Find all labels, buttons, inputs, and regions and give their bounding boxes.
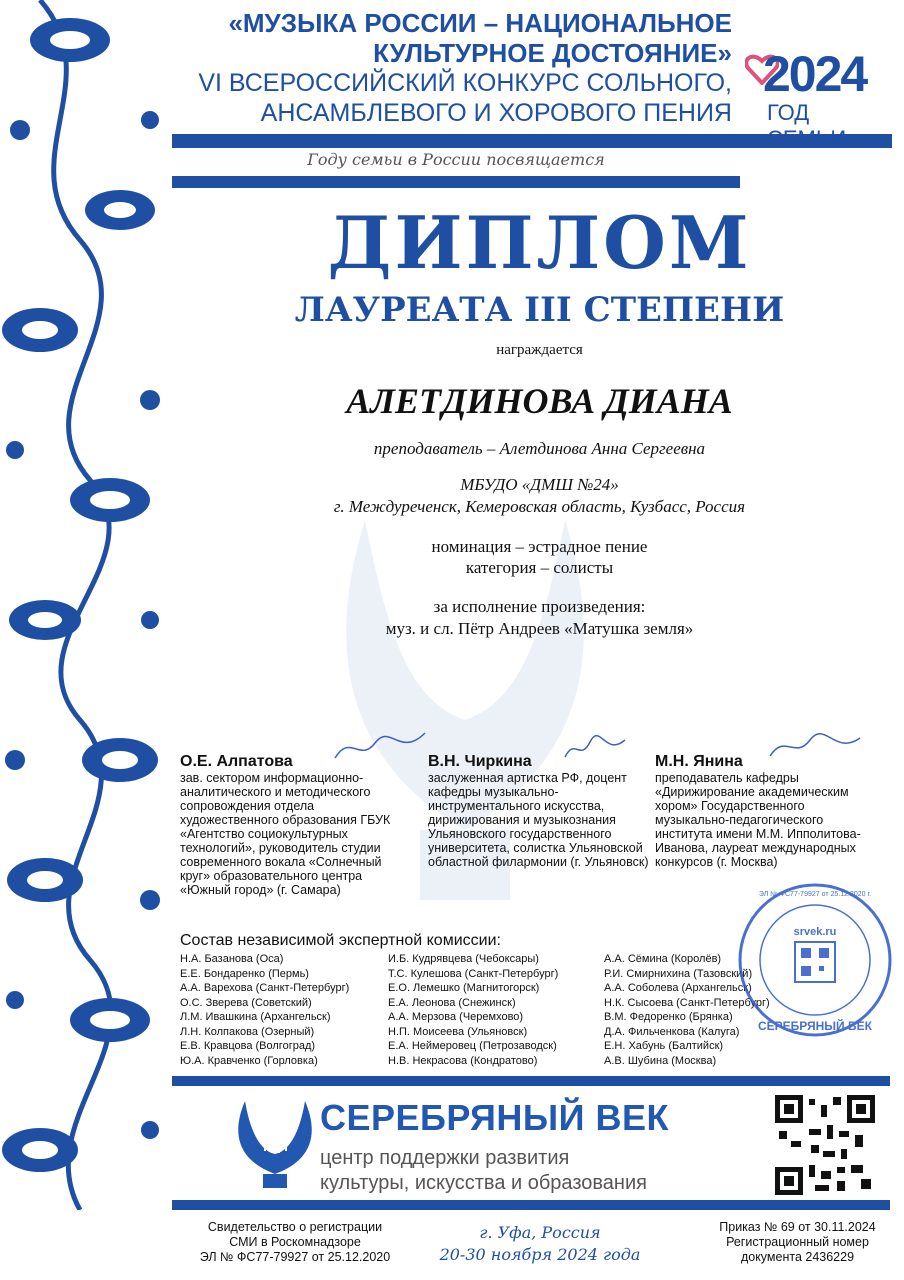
signatory-title: зав. сектором информационно-аналитического и методического сопровождения отдела художественного образования ГБУК «Агентство социокультурных технологий», руководитель студии современного вокала «Солнечный круг» образовательного центра «Южный город» (г. Самара) [180, 771, 391, 897]
school-name: МБУДО «ДМШ №24» [460, 475, 619, 494]
tagline-line2: культуры, искусства и образования [320, 1172, 647, 1194]
organization-name: СЕРЕБРЯНЫЙ ВЕК [320, 1097, 669, 1138]
event-dates: 20-30 ноября 2024 года [439, 1245, 641, 1264]
contest-title-line1: «МУЗЫКА РОССИИ – НАЦИОНАЛЬНОЕ [228, 8, 732, 38]
lyre-logo [235, 1096, 315, 1191]
order-line2: Регистрационный номер [726, 1235, 869, 1249]
contest-subtitle-line2: АНСАМБЛЕВОГО И ХОРОВОГО ПЕНИЯ [260, 99, 732, 127]
signature-3 [765, 728, 865, 768]
dedication: Году семьи в России посвящается [307, 150, 605, 169]
event-place-date [400, 1222, 680, 1266]
school-location: г. Междуреченск, Кемеровская область, Кузбасс, Россия [333, 497, 746, 516]
diploma-title: ДИПЛОМ [327, 200, 752, 285]
floral-ornament [0, 0, 175, 1210]
jury-member: Е.В. Кравцова (Волгоград) [180, 1040, 316, 1052]
jury-member: Н.В. Некрасова (Кондратово) [388, 1054, 538, 1067]
jury-member: Н.К. Сысоева (Санкт-Петербург) [604, 996, 770, 1009]
nomination: номинация – эстрадное пение [431, 537, 648, 556]
jury-member: Л.Н. Колпакова (Озерный) [180, 1025, 315, 1038]
media-registration-line2: СМИ в Роскомнадзоре [229, 1235, 361, 1249]
jury-member: Е.Н. Хабунь (Балтийск) [604, 1040, 724, 1052]
official-stamp [735, 880, 895, 1040]
signatory-2 [428, 755, 653, 869]
jury-member: А.А. Сёмина (Королёв) [604, 953, 722, 965]
qr-code [775, 1095, 875, 1195]
signature-1 [330, 728, 430, 768]
stamp-ring-text: СЕРЕБРЯНЫЙ ВЕК [758, 1019, 872, 1033]
contest-subtitle [112, 68, 732, 128]
jury-member: Е.А. Неймеровец (Петрозаводск) [388, 1040, 557, 1052]
jury-member: Ю.А. Кравченко (Горловка) [180, 1054, 318, 1067]
signatory-name: О.Е. Алпатова [180, 753, 293, 770]
jury-member: А.А. Соболева (Архангельск) [604, 982, 752, 994]
contest-title-line2: КУЛЬТУРНОЕ ДОСТОЯНИЕ» [373, 38, 732, 68]
footer-divider-top [172, 1076, 890, 1086]
dedication-divider [172, 176, 740, 188]
jury-member: Е.Е. Бондаренко (Пермь) [180, 967, 309, 980]
tagline-line1: центр поддержки развития [320, 1147, 570, 1169]
footer-divider-bottom [172, 1200, 890, 1210]
media-registration-line1: Свидетельство о регистрации [207, 1220, 383, 1234]
order-registration [695, 1220, 900, 1265]
jury-column-1 [180, 952, 349, 1068]
performance-intro: за исполнение произведения: [433, 597, 646, 616]
signatory-3 [655, 755, 880, 869]
signatory-title: заслуженная артистка РФ, доцент кафедры музыкально-инструментального искусства, дирижирования и музыкознания Ульяновского государственного университета, солистка Ульяновской областной филармонии (г. Ульяновск) [428, 771, 649, 869]
order-line1: Приказ № 69 от 30.11.2024 [719, 1220, 876, 1234]
stamp-site: srvek.ru [793, 926, 837, 938]
contest-subtitle-line1: VI ВСЕРОССИЙСКИЙ КОНКУРС СОЛЬНОГО, [198, 69, 732, 97]
organization-tagline [320, 1146, 647, 1196]
signature-2 [560, 732, 630, 767]
jury-member: Р.И. Смирнихина (Тазовский) [604, 967, 753, 980]
year-caption: ГОД СЕМЬИ [767, 100, 847, 151]
media-registration [185, 1220, 405, 1265]
jury-member: Е.О. Лемешко (Магнитогорск) [388, 982, 540, 994]
teacher-line: преподаватель – Алетдинова Анна Сергеевна [373, 439, 706, 458]
jury-column-2 [388, 952, 558, 1068]
jury-member: О.С. Зверева (Советский) [180, 996, 312, 1009]
jury-member: В.М. Федоренко (Брянка) [604, 1011, 733, 1023]
jury-member: Н.П. Моисеева (Ульяновск) [388, 1025, 528, 1038]
jury-member: Д.А. Фильченкова (Калуга) [604, 1025, 740, 1038]
recipient-name: АЛЕТДИНОВА ДИАНА [346, 381, 733, 421]
performance-piece: муз. и сл. Пётр Андреев «Матушка земля» [385, 619, 694, 638]
media-registration-line3: ЭЛ № ФС77-79927 от 25.12.2020 [199, 1250, 391, 1264]
jury-member: А.В. Шубина (Москва) [604, 1054, 717, 1067]
signatory-name: В.Н. Чиркина [428, 753, 532, 770]
signatory-1 [180, 755, 405, 897]
jury-member: Т.С. Кулешова (Санкт-Петербург) [388, 967, 559, 980]
jury-member: Н.А. Базанова (Оса) [180, 953, 284, 965]
laureate-degree: ЛАУРЕАТА III СТЕПЕНИ [294, 290, 785, 330]
awarded-label: награждается [496, 342, 583, 358]
event-place: г. Уфа, Россия [479, 1223, 601, 1242]
category: категория – солисты [465, 558, 614, 577]
jury-title: Состав независимой экспертной комиссии: [180, 932, 501, 949]
stamp-reg-text: ЭЛ № ФС77-79927 от 25.12.2020 г. [758, 891, 872, 898]
jury-member: А.А. Варехова (Санкт-Петербург) [180, 982, 350, 994]
jury-member: А.А. Мерзова (Черемхово) [388, 1011, 524, 1023]
contest-title [112, 8, 732, 68]
jury-member: И.Б. Кудрявцева (Чебоксары) [388, 953, 539, 965]
signatory-name: М.Н. Янина [655, 753, 743, 770]
signatory-title: преподаватель кафедры «Дирижирование академическим хором» Государственного музыкально-педагогического института имени М.М. Ипполитова-Иванова, лауреат международных конкурсов (г. Москва) [655, 771, 861, 869]
year-number: 2024 [763, 46, 867, 102]
year-of-family-logo [745, 45, 885, 151]
jury-member: Л.М. Ивашкина (Архангельск) [180, 1011, 331, 1023]
jury-member: Е.А. Леонова (Снежинск) [388, 996, 516, 1009]
order-line3: документа 2436229 [740, 1250, 855, 1264]
